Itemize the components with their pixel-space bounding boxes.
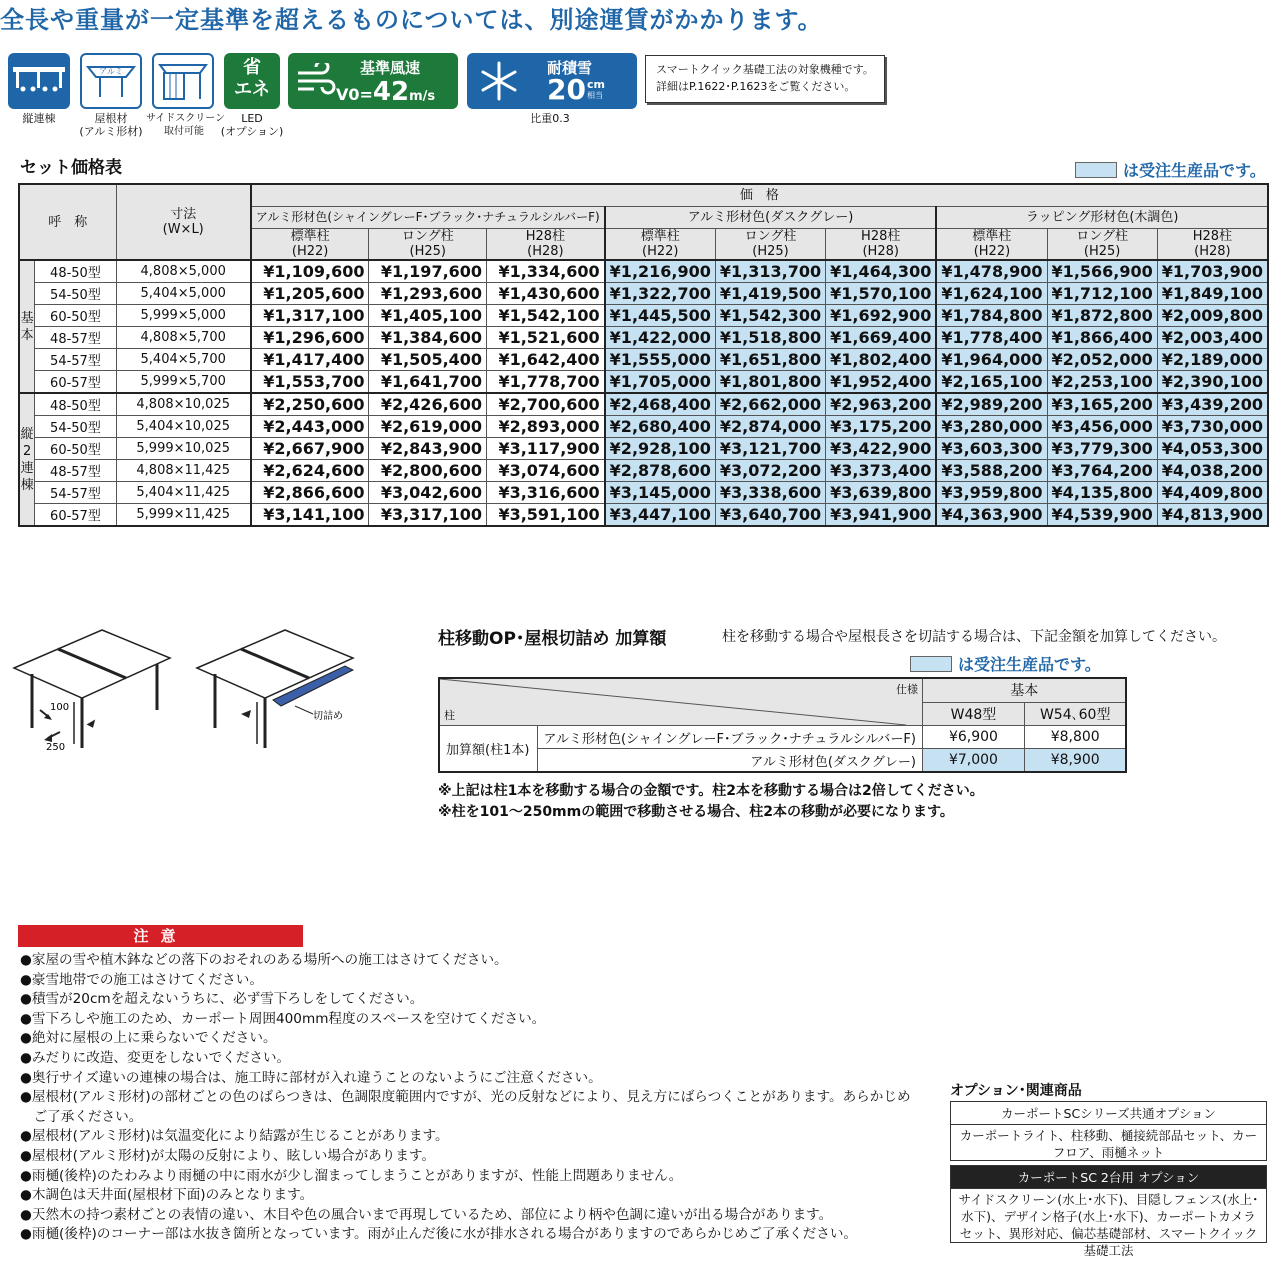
price-cell: ¥1,849,100 bbox=[1157, 283, 1268, 305]
col-head-name: 呼 称 bbox=[19, 184, 116, 260]
price-cell: ¥1,692,900 bbox=[826, 305, 937, 327]
price-table bbox=[18, 183, 1269, 527]
price-cell: ¥1,542,100 bbox=[487, 305, 605, 327]
price-row bbox=[19, 283, 1268, 305]
pillar-head-1-2: H28柱 (H28) bbox=[826, 229, 937, 261]
col-group-aluminum: アルミ形材色(シャイングレーF･ブラック･ナチュラルシルバーF) bbox=[251, 207, 605, 229]
snow-value: 20 bbox=[547, 73, 586, 106]
pillar-head-2-1: ロング柱 (H25) bbox=[1047, 229, 1157, 261]
col-head-price: 価 格 bbox=[251, 184, 1268, 207]
price-cell: ¥1,109,600 bbox=[251, 260, 369, 283]
smart-quick-note-line2: 詳細はP.1622･P.1623をご覧ください。 bbox=[656, 80, 856, 93]
price-cell: ¥3,640,700 bbox=[715, 504, 825, 527]
related-box-common-body: カーポートライト、柱移動、樋接続部品セット、カーフロア、雨樋ネット bbox=[959, 1128, 1258, 1160]
caution-item: ●屋根材(アルミ形材)は気温変化により結露が生じることがあります。 bbox=[20, 1128, 449, 1145]
aluminum-roof-label: 屋根材 (アルミ形材) bbox=[79, 112, 143, 138]
caution-item: ●みだりに改造、変更をしないでください。 bbox=[20, 1050, 291, 1066]
model-name: 48-57型 bbox=[35, 327, 116, 349]
price-cell: ¥2,893,000 bbox=[487, 416, 605, 438]
price-cell: ¥1,417,400 bbox=[251, 349, 369, 371]
option-value-aluminum-w48: ¥6,900 bbox=[922, 726, 1024, 749]
price-cell: ¥1,384,600 bbox=[369, 327, 487, 349]
price-cell: ¥3,959,800 bbox=[936, 482, 1047, 504]
price-cell: ¥1,801,800 bbox=[715, 371, 825, 394]
wind-title: 基準風速 bbox=[360, 59, 421, 77]
price-cell: ¥1,778,400 bbox=[936, 327, 1047, 349]
price-cell: ¥1,293,600 bbox=[369, 283, 487, 305]
price-cell: ¥3,317,100 bbox=[369, 504, 487, 527]
option-row-label: 加算額(柱1本) bbox=[439, 726, 537, 773]
model-dimension: 5,404×5,000 bbox=[116, 283, 251, 305]
price-cell: ¥3,175,200 bbox=[826, 416, 937, 438]
model-dimension: 5,404×11,425 bbox=[116, 482, 251, 504]
price-row bbox=[19, 260, 1268, 283]
price-cell: ¥3,316,600 bbox=[487, 482, 605, 504]
caution-item: ●雨樋(後枠)のコーナー部は水抜き箇所となっています。雨が止んだ後に水が排水される場合がありますのであらかじめご了承ください。 bbox=[20, 1226, 858, 1243]
price-cell: ¥2,963,200 bbox=[826, 393, 937, 416]
snow-load-badge bbox=[467, 53, 637, 109]
price-cell: ¥1,216,900 bbox=[605, 260, 716, 283]
order-made-legend bbox=[1075, 158, 1266, 181]
price-cell: ¥3,456,000 bbox=[1047, 416, 1157, 438]
model-dimension: 4,808×5,000 bbox=[116, 260, 251, 283]
price-cell: ¥3,072,200 bbox=[715, 460, 825, 482]
price-cell: ¥3,141,100 bbox=[251, 504, 369, 527]
price-cell: ¥3,422,900 bbox=[826, 438, 937, 460]
price-table-title: セット価格表 bbox=[20, 158, 122, 178]
price-cell: ¥2,667,900 bbox=[251, 438, 369, 460]
price-row bbox=[19, 393, 1268, 416]
price-cell: ¥1,313,700 bbox=[715, 260, 825, 283]
caution-item: ●積雪が20cmを超えないうちに、必ず雪下ろしをしてください。 bbox=[20, 991, 424, 1008]
smart-quick-note bbox=[645, 55, 885, 103]
price-cell: ¥1,553,700 bbox=[251, 371, 369, 394]
order-made-legend-text: は受注生産品です。 bbox=[1123, 161, 1266, 180]
price-row bbox=[19, 438, 1268, 460]
price-cell: ¥1,521,600 bbox=[487, 327, 605, 349]
pillar-head-0-2: H28柱 (H28) bbox=[487, 229, 605, 261]
price-cell: ¥3,591,100 bbox=[487, 504, 605, 527]
caution-item: ●奥行サイズ違いの連棟の場合は、施工時に部材が入れ違うことのないようにご注意ください。 bbox=[20, 1069, 602, 1086]
price-cell: ¥2,003,400 bbox=[1157, 327, 1268, 349]
price-cell: ¥2,624,600 bbox=[251, 460, 369, 482]
price-cell: ¥2,250,600 bbox=[251, 393, 369, 416]
caution-item: ●屋根材(アルミ形材)の部材ごとの色のばらつきは、色調限度範囲内ですが、光の反射などにより、見え方にばらつくことがあります。あらかじめ bbox=[20, 1089, 911, 1106]
pillar-move-illustration bbox=[12, 618, 177, 753]
price-cell: ¥3,280,000 bbox=[936, 416, 1047, 438]
option-corner-spec: 仕様 bbox=[895, 683, 918, 696]
price-cell: ¥3,165,200 bbox=[1047, 393, 1157, 416]
price-cell: ¥1,952,400 bbox=[826, 371, 937, 394]
snow-unit-note: 相当 bbox=[587, 91, 603, 100]
price-cell: ¥2,843,900 bbox=[369, 438, 487, 460]
price-cell: ¥2,009,800 bbox=[1157, 305, 1268, 327]
price-cell: ¥1,296,600 bbox=[251, 327, 369, 349]
shipping-notice-headline: 全長や重量が一定基準を超えるものについては、別途運賃がかかります。 bbox=[0, 6, 823, 34]
caution-item: ●家屋の雪や植木鉢などの落下のおそれのある場所への施工はさけてください。 bbox=[20, 952, 508, 968]
price-cell: ¥2,619,000 bbox=[369, 416, 487, 438]
group-label: 縦 2 連 棟 bbox=[19, 393, 35, 526]
price-cell: ¥2,800,600 bbox=[369, 460, 487, 482]
related-box-common bbox=[950, 1101, 1267, 1161]
price-cell: ¥1,505,400 bbox=[369, 349, 487, 371]
price-cell: ¥1,866,400 bbox=[1047, 327, 1157, 349]
price-cell: ¥1,712,100 bbox=[1047, 283, 1157, 305]
price-cell: ¥1,802,400 bbox=[826, 349, 937, 371]
price-cell: ¥3,730,000 bbox=[1157, 416, 1268, 438]
pillar-head-2-2: H28柱 (H28) bbox=[1157, 229, 1268, 261]
option-head-w48: W48型 bbox=[922, 702, 1024, 726]
model-name: 60-57型 bbox=[35, 504, 116, 527]
snowflake-icon bbox=[479, 61, 519, 101]
wind-unit: m/s bbox=[409, 89, 436, 104]
price-cell: ¥2,253,100 bbox=[1047, 371, 1157, 394]
price-cell: ¥2,390,100 bbox=[1157, 371, 1268, 394]
price-cell: ¥1,542,300 bbox=[715, 305, 825, 327]
wind-prefix: V0= bbox=[336, 85, 373, 104]
price-row bbox=[19, 371, 1268, 394]
option-value-dusk-w54: ¥8,900 bbox=[1024, 749, 1126, 773]
model-name: 60-50型 bbox=[35, 438, 116, 460]
related-box-sc2 bbox=[950, 1165, 1267, 1258]
model-dimension: 5,999×10,025 bbox=[116, 438, 251, 460]
pillar-head-1-1: ロング柱 (H25) bbox=[715, 229, 825, 261]
price-cell: ¥1,445,500 bbox=[605, 305, 716, 327]
roof-trim-illustration bbox=[195, 618, 365, 753]
option-table-corner bbox=[439, 678, 922, 726]
price-row bbox=[19, 305, 1268, 327]
model-dimension: 5,404×5,700 bbox=[116, 349, 251, 371]
option-value-dusk-w48: ¥7,000 bbox=[922, 749, 1024, 773]
option-value-aluminum-w54: ¥8,800 bbox=[1024, 726, 1126, 749]
smart-quick-note-line1: スマートクイック基礎工法の対象機種です。 bbox=[656, 63, 874, 76]
price-cell: ¥2,052,000 bbox=[1047, 349, 1157, 371]
price-cell: ¥4,038,200 bbox=[1157, 460, 1268, 482]
price-cell: ¥3,145,000 bbox=[605, 482, 716, 504]
option-head-w54-60: W54､60型 bbox=[1024, 702, 1126, 726]
option-order-made-legend bbox=[910, 652, 1101, 675]
price-cell: ¥1,669,400 bbox=[826, 327, 937, 349]
model-dimension: 4,808×10,025 bbox=[116, 393, 251, 416]
pillar-head-0-0: 標準柱 (H22) bbox=[251, 229, 369, 261]
aluminum-roof-icon bbox=[80, 53, 142, 109]
price-cell: ¥1,570,100 bbox=[826, 283, 937, 305]
model-name: 54-57型 bbox=[35, 482, 116, 504]
model-name: 48-50型 bbox=[35, 393, 116, 416]
price-cell: ¥1,624,100 bbox=[936, 283, 1047, 305]
price-cell: ¥1,322,700 bbox=[605, 283, 716, 305]
price-cell: ¥1,205,600 bbox=[251, 283, 369, 305]
price-cell: ¥2,680,400 bbox=[605, 416, 716, 438]
option-corner-pillar: 柱 bbox=[444, 709, 455, 722]
related-box-common-head: カーポートSCシリーズ共通オプション bbox=[951, 1102, 1266, 1125]
group-label: 基 本 bbox=[19, 260, 35, 393]
option-note-2: ※柱を101～250mmの範囲で移動させる場合、柱2本の移動が必要になります。 bbox=[438, 804, 954, 820]
option-row-dusk-gray: アルミ形材色(ダスクグレー) bbox=[537, 749, 922, 773]
price-cell: ¥4,409,800 bbox=[1157, 482, 1268, 504]
related-box-sc2-body: サイドスクリーン(水上･水下)、目隠しフェンス(水上･水下)、デザイン格子(水上･水下)、カーポートカメラセット、異形対応、偏芯基礎部材、スマートクイック基礎工法 bbox=[958, 1192, 1259, 1258]
caution-item: ●雪下ろしや施工のため、カーポート周囲400mm程度のスペースを空けてください。 bbox=[20, 1010, 546, 1027]
snow-unit: cm bbox=[587, 78, 605, 91]
option-subtitle: 柱を移動する場合や屋根長さを切詰する場合は、下記金額を加算してください。 bbox=[722, 629, 1226, 645]
price-cell: ¥1,705,000 bbox=[605, 371, 716, 394]
price-cell: ¥3,439,200 bbox=[1157, 393, 1268, 416]
pillar-head-2-0: 標準柱 (H22) bbox=[936, 229, 1047, 261]
price-cell: ¥2,928,100 bbox=[605, 438, 716, 460]
snow-title: 耐積雪 bbox=[547, 59, 593, 77]
price-cell: ¥1,422,000 bbox=[605, 327, 716, 349]
price-cell: ¥2,662,000 bbox=[715, 393, 825, 416]
option-order-made-legend-text: は受注生産品です。 bbox=[958, 655, 1101, 674]
price-cell: ¥3,338,600 bbox=[715, 482, 825, 504]
price-cell: ¥1,784,800 bbox=[936, 305, 1047, 327]
model-name: 54-50型 bbox=[35, 283, 116, 305]
move-distance-100: 100 bbox=[50, 702, 70, 713]
price-cell: ¥1,566,900 bbox=[1047, 260, 1157, 283]
price-cell: ¥3,603,300 bbox=[936, 438, 1047, 460]
trim-label: 切詰め bbox=[313, 711, 343, 722]
price-cell: ¥1,778,700 bbox=[487, 371, 605, 394]
model-name: 60-50型 bbox=[35, 305, 116, 327]
price-row bbox=[19, 504, 1268, 527]
caution-header: 注意 bbox=[18, 925, 303, 947]
model-name: 54-50型 bbox=[35, 416, 116, 438]
price-row bbox=[19, 460, 1268, 482]
price-cell: ¥4,053,300 bbox=[1157, 438, 1268, 460]
wind-icon bbox=[296, 63, 336, 99]
eco-led-label: LED (オプション) bbox=[220, 112, 284, 138]
caution-item: ご了承ください。 bbox=[20, 1108, 143, 1125]
price-cell: ¥1,334,600 bbox=[487, 260, 605, 283]
side-screen-icon bbox=[152, 53, 214, 109]
price-cell: ¥2,426,600 bbox=[369, 393, 487, 416]
price-cell: ¥4,813,900 bbox=[1157, 504, 1268, 527]
price-cell: ¥2,700,600 bbox=[487, 393, 605, 416]
side-screen-label: サイドスクリーン 取付可能 bbox=[146, 113, 225, 137]
price-cell: ¥1,405,100 bbox=[369, 305, 487, 327]
move-distance-250: 250 bbox=[46, 742, 66, 753]
col-head-dim: 寸法 (W×L) bbox=[116, 184, 251, 260]
model-name: 60-57型 bbox=[35, 371, 116, 394]
option-order-made-swatch bbox=[910, 656, 952, 672]
col-group-wood: ラッピング形材色(木調色) bbox=[936, 207, 1268, 229]
price-cell: ¥1,964,000 bbox=[936, 349, 1047, 371]
price-cell: ¥1,703,900 bbox=[1157, 260, 1268, 283]
price-cell: ¥2,989,200 bbox=[936, 393, 1047, 416]
price-cell: ¥3,447,100 bbox=[605, 504, 716, 527]
price-cell: ¥3,764,200 bbox=[1047, 460, 1157, 482]
price-cell: ¥1,872,800 bbox=[1047, 305, 1157, 327]
price-cell: ¥3,074,600 bbox=[487, 460, 605, 482]
wind-speed-badge bbox=[288, 53, 458, 109]
model-name: 48-50型 bbox=[35, 260, 116, 283]
price-cell: ¥2,874,000 bbox=[715, 416, 825, 438]
price-cell: ¥2,878,600 bbox=[605, 460, 716, 482]
price-cell: ¥1,430,600 bbox=[487, 283, 605, 305]
snow-note: 比重0.3 bbox=[530, 112, 570, 125]
price-cell: ¥1,642,400 bbox=[487, 349, 605, 371]
model-name: 54-57型 bbox=[35, 349, 116, 371]
model-dimension: 5,999×5,000 bbox=[116, 305, 251, 327]
price-cell: ¥3,941,900 bbox=[826, 504, 937, 527]
model-dimension: 4,808×11,425 bbox=[116, 460, 251, 482]
price-row bbox=[19, 349, 1268, 371]
price-cell: ¥1,419,500 bbox=[715, 283, 825, 305]
price-cell: ¥1,317,100 bbox=[251, 305, 369, 327]
related-box-sc2-head: カーポートSC 2台用 オプション bbox=[951, 1166, 1266, 1189]
price-cell: ¥2,165,100 bbox=[936, 371, 1047, 394]
price-cell: ¥3,639,800 bbox=[826, 482, 937, 504]
price-cell: ¥3,117,900 bbox=[487, 438, 605, 460]
price-cell: ¥2,468,400 bbox=[605, 393, 716, 416]
price-row bbox=[19, 327, 1268, 349]
price-cell: ¥2,443,000 bbox=[251, 416, 369, 438]
option-row-aluminum: アルミ形材色(シャイングレーF･ブラック･ナチュラルシルバーF) bbox=[537, 726, 922, 749]
caution-item: ●絶対に屋根の上に乗らないでください。 bbox=[20, 1030, 277, 1047]
option-note-1: ※上記は柱1本を移動する場合の金額です。柱2本を移動する場合は2倍してください。 bbox=[438, 783, 984, 799]
price-cell: ¥1,555,000 bbox=[605, 349, 716, 371]
price-cell: ¥3,373,400 bbox=[826, 460, 937, 482]
model-dimension: 4,808×5,700 bbox=[116, 327, 251, 349]
aluminum-roof-icon-label: アルミ bbox=[99, 67, 123, 76]
related-title: オプション･関連商品 bbox=[950, 1083, 1082, 1099]
caution-item: ●木調色は天井面(屋根材下面)のみとなります。 bbox=[20, 1187, 314, 1204]
pillar-head-0-1: ロング柱 (H25) bbox=[369, 229, 487, 261]
price-cell: ¥3,042,600 bbox=[369, 482, 487, 504]
price-cell: ¥2,866,600 bbox=[251, 482, 369, 504]
caution-item: ●豪雪地帯での施工はさけてください。 bbox=[20, 971, 263, 988]
price-cell: ¥1,478,900 bbox=[936, 260, 1047, 283]
price-row bbox=[19, 482, 1268, 504]
order-made-swatch bbox=[1075, 162, 1117, 178]
col-group-dusk-gray: アルミ形材色(ダスクグレー) bbox=[605, 207, 937, 229]
caution-item: ●天然木の持つ素材ごとの表情の違い、木目や色の風合いまで再現しているため、部位により柄や色調に違いが出る場合があります。 bbox=[20, 1206, 833, 1223]
wind-value-line bbox=[336, 77, 435, 107]
price-cell: ¥1,197,600 bbox=[369, 260, 487, 283]
option-title: 柱移動OP･屋根切詰め 加算額 bbox=[438, 629, 667, 649]
eco-led-icon: 省 エネ bbox=[224, 53, 280, 109]
price-row bbox=[19, 416, 1268, 438]
price-cell: ¥4,363,900 bbox=[936, 504, 1047, 527]
option-head-basic: 基本 bbox=[922, 678, 1126, 702]
model-name: 48-57型 bbox=[35, 460, 116, 482]
price-cell: ¥1,641,700 bbox=[369, 371, 487, 394]
price-cell: ¥1,518,800 bbox=[715, 327, 825, 349]
model-dimension: 5,404×10,025 bbox=[116, 416, 251, 438]
model-dimension: 5,999×11,425 bbox=[116, 504, 251, 527]
price-cell: ¥3,588,200 bbox=[936, 460, 1047, 482]
model-dimension: 5,999×5,700 bbox=[116, 371, 251, 394]
caution-item: ●屋根材(アルミ形材)が太陽の反射により、眩しい場合があります。 bbox=[20, 1148, 436, 1164]
price-cell: ¥2,189,000 bbox=[1157, 349, 1268, 371]
caution-item: ●雨樋(後枠)のたわみより雨樋の中に雨水が少し溜まってしまうことがありますが、性能上問題ありません。 bbox=[20, 1167, 683, 1184]
price-cell: ¥4,135,800 bbox=[1047, 482, 1157, 504]
carport-series-label: 縦連棟 bbox=[22, 112, 56, 125]
price-cell: ¥3,121,700 bbox=[715, 438, 825, 460]
price-cell: ¥4,539,900 bbox=[1047, 504, 1157, 527]
option-price-table bbox=[438, 677, 1127, 773]
price-cell: ¥1,651,800 bbox=[715, 349, 825, 371]
pillar-head-1-0: 標準柱 (H22) bbox=[605, 229, 716, 261]
carport-series-icon bbox=[8, 53, 70, 109]
price-cell: ¥3,779,300 bbox=[1047, 438, 1157, 460]
price-cell: ¥1,464,300 bbox=[826, 260, 937, 283]
wind-value: 42 bbox=[372, 77, 410, 107]
